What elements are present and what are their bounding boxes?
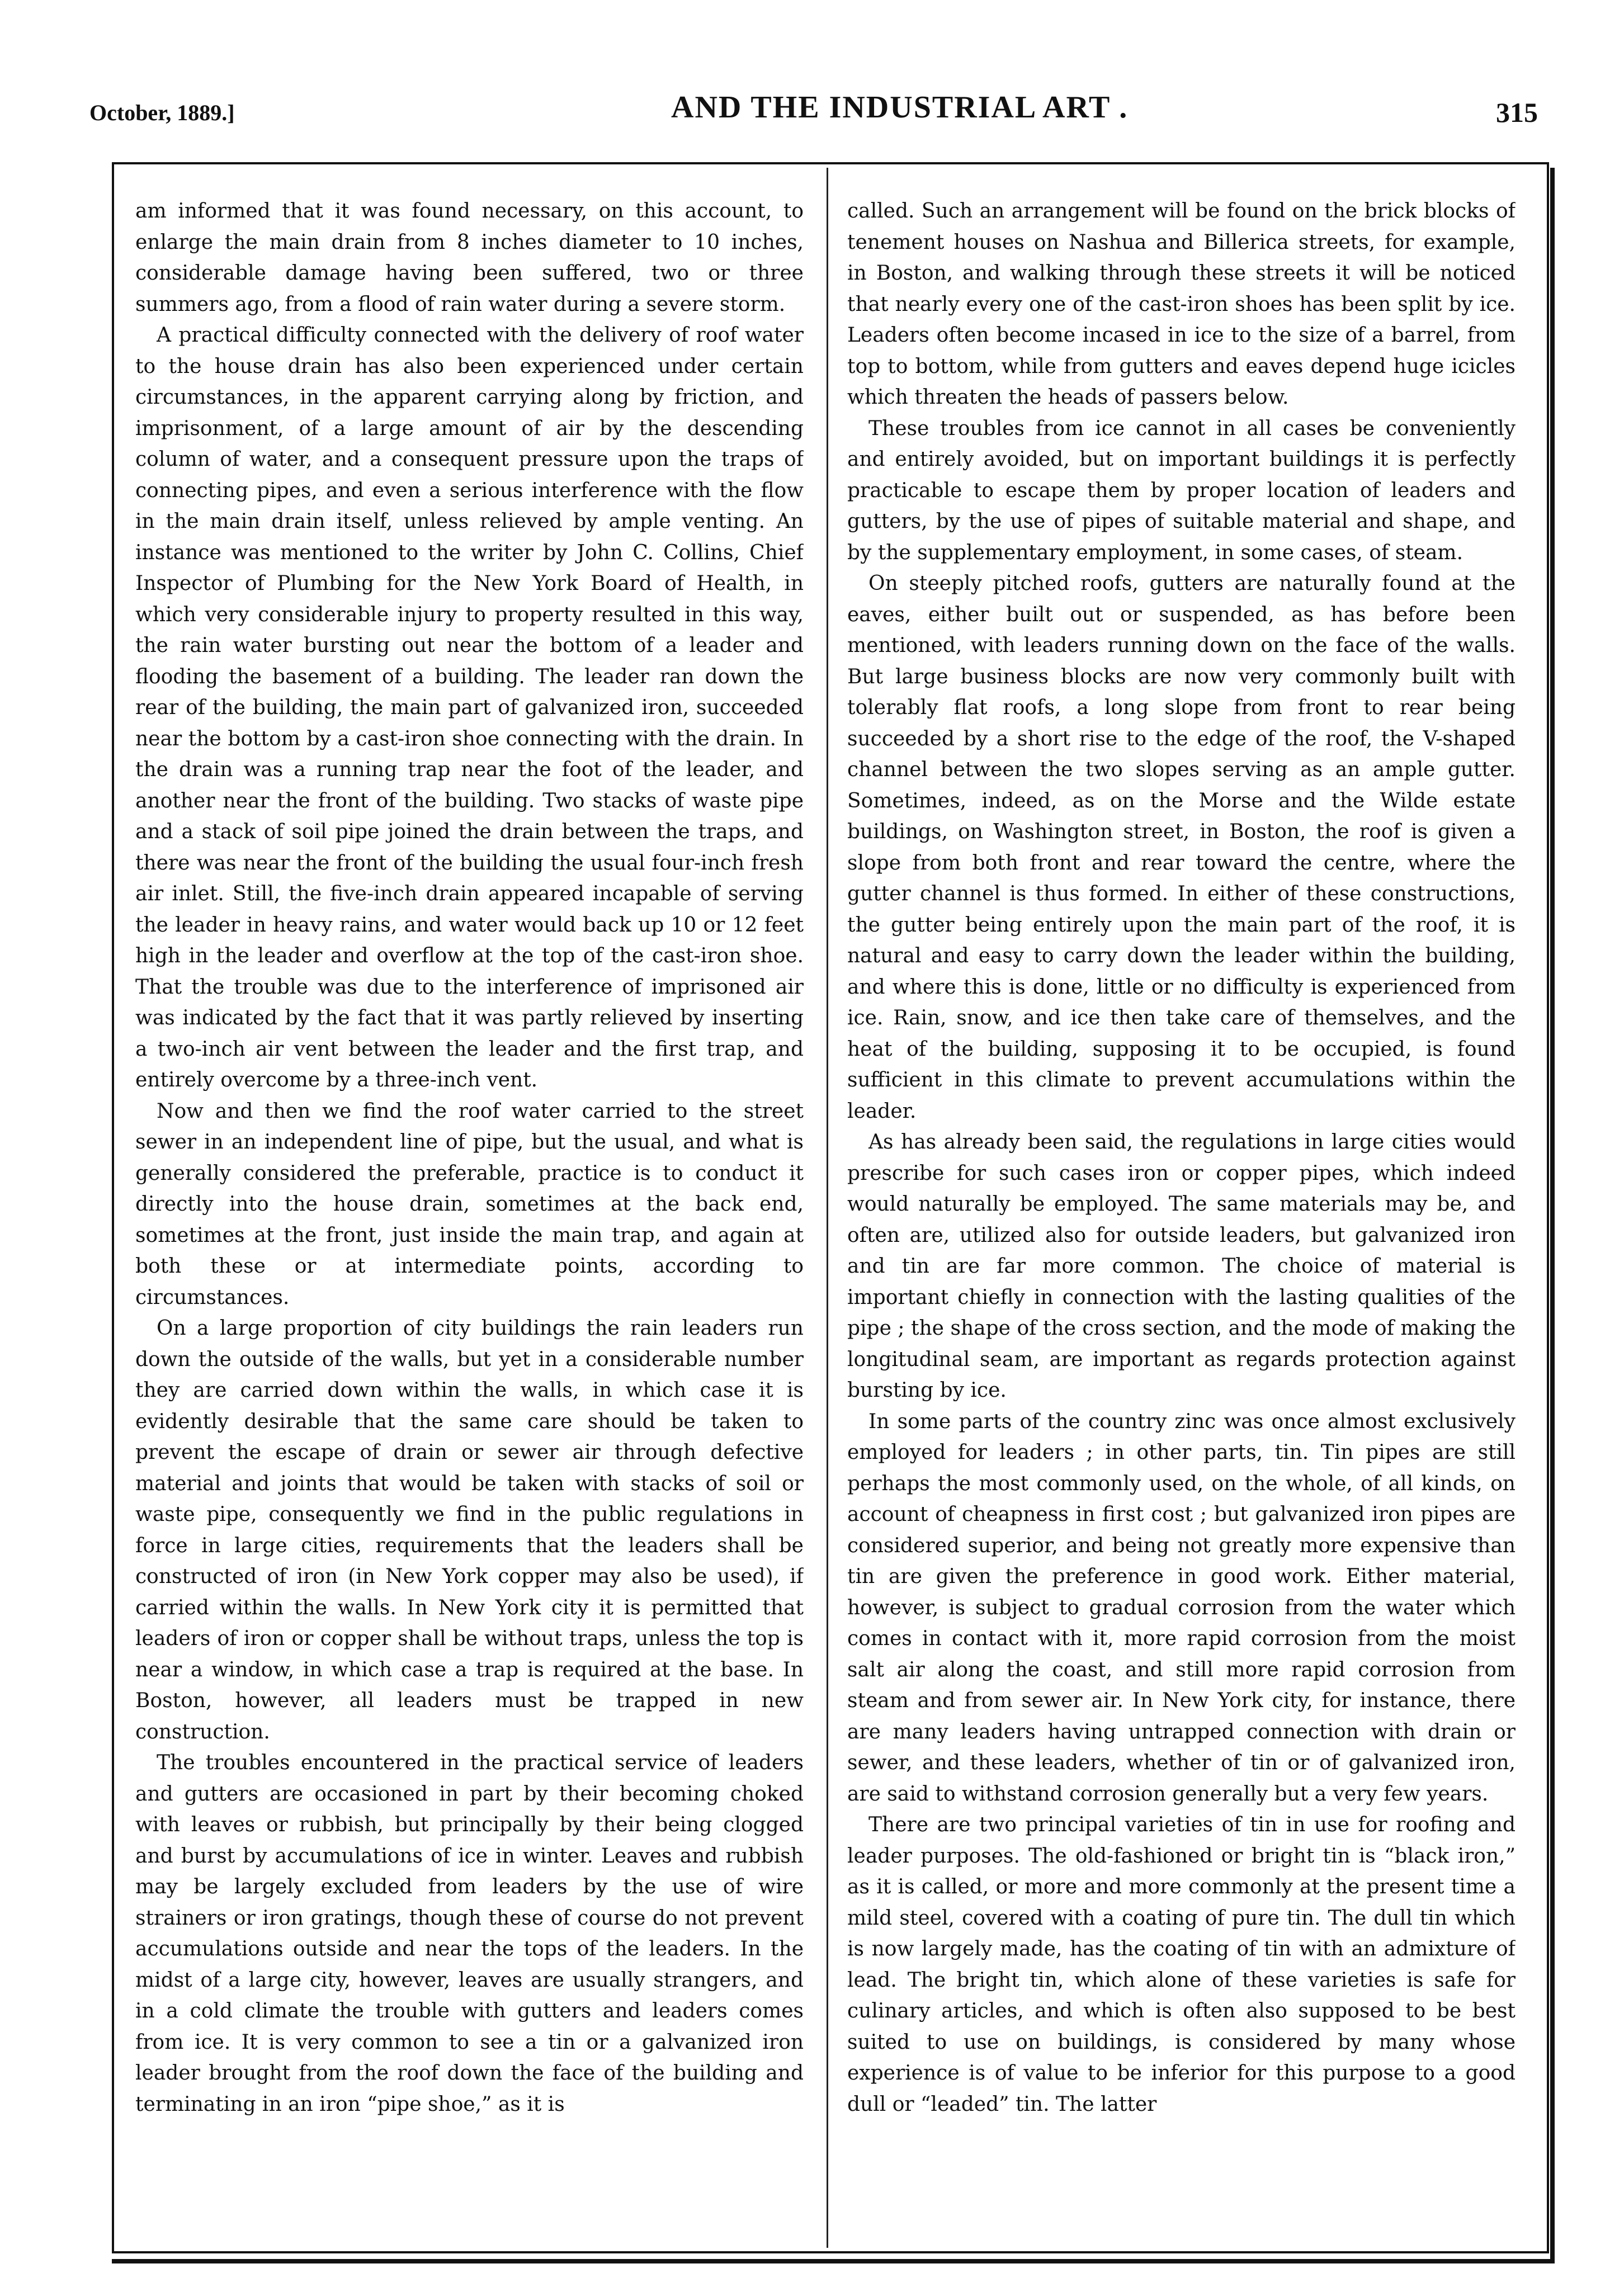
- paragraph: Now and then we find the roof water carried to the street sewer in an independent line of pipe, but the usual, and what is generally considered the preferable, practice is to conduct it directly into the house drain, sometimes at the back end, sometimes at the front, just inside the main trap, and again at both these or at intermediate points, according to circumstances.: [135, 1099, 804, 1309]
- left-column: [135, 196, 804, 2231]
- paragraph: On steeply pitched roofs, gutters are naturally found at the eaves, either built out or suspended, as has before been mentioned, with leaders running down on the face of the walls. But large business blocks are now very commonly built with tolerably flat roofs, a long slope from front to rear being succeeded by a short rise to the edge of the roof, the V-shaped channel between the two slopes serving as an ample gutter. Sometimes, indeed, as on the Morse and the Wilde estate buildings, on Washington street, in Boston, the roof is given a slope from both front and rear toward the centre, where the gutter channel is thus formed. In either of these constructions, the gutter being entirely upon the main part of the roof, it is natural and easy to carry down the leader within the building, and where this is done, little or no difficulty is experienced from ice. Rain, snow, and ice then take care of themselves, and the heat of the building, supposing it to be occupied, is found sufficient in this climate to prevent accumulations within the leader.: [847, 572, 1516, 1123]
- paragraph: These troubles from ice cannot in all cases be conveniently and entirely avoided, but on important buildings it is perfectly practicable to escape them by proper location of leaders and gutters, by the use of pipes of suitable material and shape, and by the supplementary employment, in some cases, of steam.: [847, 417, 1516, 564]
- paragraph: A practical difficulty connected with the delivery of roof water to the house drain has also been experienced under certain circumstances, in the apparent carrying along by friction, and imprisonment, of a large amount of air by the descending column of water, and a consequent pressure upon the traps of connecting pipes, and even a serious interference with the flow in the main drain itself, unless relieved by ample venting. An instance was mentioned to the writer by John C. Collins, Chief Inspector of Plumbing for the New York Board of Health, in which very considerable injury to property resulted in this way, the rain water bursting out near the bottom of a leader and flooding the basement of a building. The leader ran down the rear of the building, the main part of galvanized iron, succeeded near the bottom by a cast-iron shoe connecting with the drain. In the drain was a running trap near the foot of the leader, and another near the front of the building. Two stacks of waste pipe and a stack of soil pipe joined the drain between the traps, and there was near the front of the building the usual four-inch fresh air inlet. Still, the five-inch drain appeared incapable of serving the leader in heavy rains, and water would back up 10 or 12 feet high in the leader and overflow at the top of the cast-iron shoe. That the trouble was due to the interference of imprisoned air was indicated by the fact that it was partly relieved by inserting a two-inch air vent between the leader and the first trap, and entirely overcome by a three-inch vent.: [135, 324, 804, 1091]
- paragraph: am informed that it was found necessary, on this account, to enlarge the main drain from 8 inches diameter to 10 inches, considerable damage having been suffered, two or three summers ago, from a flood of rain water during a severe storm.: [135, 200, 804, 316]
- paragraph: On a large proportion of city buildings the rain leaders run down the outside of the walls, but yet in a considerable number they are carried down within the walls, in which case it is evidently desirable that the same care should be taken to prevent the escape of drain or sewer air through defective material and joints that would be taken with stacks of soil or waste pipe, consequently we find in the public regulations in force in large cities, requirements that the leaders shall be constructed of iron (in New York copper may also be used), if carried within the walls. In New York city it is permitted that leaders of iron or copper shall be without traps, unless the top is near a window, in which case a trap is required at the base. In Boston, however, all leaders must be trapped in new construction.: [135, 1317, 804, 1743]
- running-header: [89, 84, 1538, 134]
- paragraph: As has already been said, the regulations in large cities would prescribe for such cases iron or copper pipes, which indeed would naturally be employed. The same materials may be, and often are, utilized also for outside leaders, but galvanized iron and tin are far more common. The choice of material is important chiefly in connection with the lasting qualities of the pipe ; the shape of the cross section, and the mode of making the longitudinal seam, are important as regards protection against bursting by ice.: [847, 1131, 1516, 1402]
- paragraph: In some parts of the country zinc was once almost exclusively employed for leaders ; in other parts, tin. Tin pipes are still perhaps the most commonly used, on the whole, of all kinds, on account of cheapness in first cost ; but galvanized iron pipes are considered superior, and being not greatly more expensive than tin are given the preference in good work. Either material, however, is subject to gradual corrosion from the water which comes in contact with it, more rapid corrosion from the moist salt air along the coast, and still more rapid corrosion from steam and from sewer air. In New York city, for instance, there are many leaders having untrapped connection with drain or sewer, and these leaders, whether of tin or of galvanized iron, are said to withstand corrosion generally but a very few years.: [847, 1410, 1516, 1806]
- column-divider: [827, 168, 828, 2248]
- paragraph: There are two principal varieties of tin in use for roofing and leader purposes. The old-fashioned or bright tin is “black iron,” as it is called, or more and more commonly at the present time a mild steel, covered with a coating of pure tin. The dull tin which is now largely made, has the coating of tin with an admixture of lead. The bright tin, which alone of these varieties is safe for culinary articles, and which is often also supposed to be best suited to use on buildings, is considered by many whose experience is of value to be inferior for this purpose to a good dull or “leaded” tin. The latter: [847, 1813, 1516, 2116]
- frame-bottom-rule: [112, 2259, 1555, 2263]
- paragraph: called. Such an arrangement will be found on the brick blocks of tenement houses on Nashua and Billerica streets, for example, in Boston, and walking through these streets it will be noticed that nearly every one of the cast-iron shoes has been split by ice. Leaders often become incased in ice to the size of a barrel, from top to bottom, while from gutters and eaves depend huge icicles which threaten the heads of passers below.: [847, 200, 1516, 409]
- header-title: AND THE INDUSTRIAL ART .: [671, 90, 1129, 125]
- header-date: October, 1889.]: [89, 100, 235, 125]
- page-number: 315: [1496, 97, 1538, 128]
- right-column: [847, 196, 1516, 2231]
- paragraph: The troubles encountered in the practical service of leaders and gutters are occasioned in part by their becoming choked with leaves or rubbish, but principally by their being clogged and burst by accumulations of ice in winter. Leaves and rubbish may be largely excluded from leaders by the use of wire strainers or iron gratings, though these of course do not prevent accumulations outside and near the tops of the leaders. In the midst of a large city, however, leaves are usually strangers, and in a cold climate the trouble with gutters and leaders comes from ice. It is very common to see a tin or a galvanized iron leader brought from the roof down the face of the building and terminating in an iron “pipe shoe,” as it is: [135, 1751, 804, 2116]
